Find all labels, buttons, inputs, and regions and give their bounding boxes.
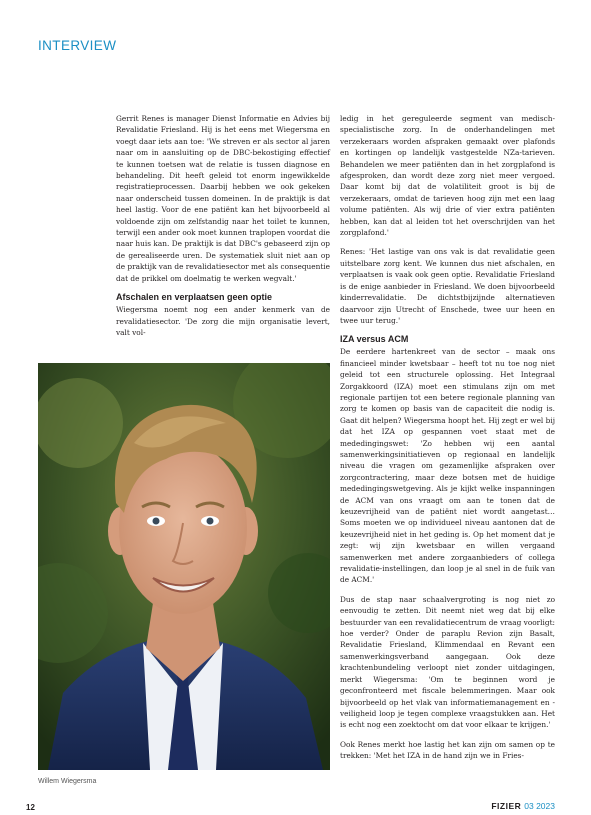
subheading: IZA versus ACM <box>340 334 409 345</box>
page-number: 12 <box>26 803 35 812</box>
article-paragraph: Gerrit Renes is manager Dienst Informatie en Advies bij Revalidatie Friesland. Hij is het eens met Wiegersma en voegt daar iets aan toe: 'We streven er als sector al jaren naar om in aansluiting op de DBC-bekostiging effectief te kunnen toetsen wat de relatie is tussen diagnose en behandeling. Dit heeft geleid tot enorm ingewikkelde registratieprocessen. Daarbij hebben we ook gekeken naar onderscheid tussen domeinen. In de praktijk is dat heel lastig. Voor de ene patiënt kan het bijvoorbeeld al voldoende zijn om zelfstandig naar het toilet te kunnen, terwijl een ander ook moet kunnen traplopen voordat die naar huis kan. De praktijk is dat DBC's gebaseerd zijn op de gerealiseerde uren. De systematiek sluit niet aan op de praktijk van de revalidatiesector met als consequentie dat de prikkel om doelmatig te werken wegvalt.' <box>116 114 330 283</box>
article-paragraph: Ook Renes merkt hoe lastig het kan zijn om samen op te trekken: 'Met het IZA in de hand zijn we in Fries- <box>340 739 555 761</box>
issue-number: 03 2023 <box>524 801 555 811</box>
article-paragraph: Dus de stap naar schaalvergroting is nog niet zo eenvoudig te zetten. Dit neemt niet weg dat bij elke bestuurder van een revalidatiecentrum de vraag voorligt: hoe verder? Onder de paraplu Revion zijn Basalt, Revalidatie Friesland, Klimmendaal en Revant een samenwerkingsverband aangegaan. Ook deze krachtenbundeling verloopt niet zonder uitdagingen, merkt Wiegersma: 'Om te beginnen word je geconfronteerd met fiscale belemmeringen. Maar ook bijvoorbeeld op het vlak van informatiemanagement en -veiligheid loop je tegen complexe vraagstukken aan. Het is echt nog een zoektocht om dat voor elkaar te krijgen.' <box>340 594 555 730</box>
right-column <box>340 113 555 770</box>
magazine-name: FIZIER <box>491 801 522 811</box>
photo-caption: Willem Wiegersma <box>38 778 97 785</box>
article-paragraph: Wiegersma noemt nog een ander kenmerk van de revalidatiesector. 'De zorg die mijn organisatie levert, valt vol- <box>116 305 330 337</box>
magazine-footer <box>491 801 555 811</box>
article-paragraph: ledig in het gereguleerde segment van medisch-specialistische zorg. In de onderhandelingen met verzekeraars worden afspraken gemaakt over plafonds en kortingen op landelijk vastgestelde NZa-tarieven. Behandelen we meer patiënten dan in het zorgplafond is afgesproken, dan wordt deze zorg niet meer vergoed. Daar komt bij dat de volatiliteit groot is bij de verzekeraars, omdat de tarieven hoog zijn met een laag volume patiënten. Als wij drie of vier extra patiënten hebben, kan dat al leiden tot het overschrijden van het zorgplafond.' <box>340 114 555 238</box>
subheading: Afschalen en verplaatsen geen optie <box>116 292 273 303</box>
article-paragraph: De eerdere hartenkreet van de sector – maak ons financieel minder kwetsbaar – heeft tot nu toe nog niet geleid tot een structurele oplossing. Het Integraal Zorgakkoord (IZA) moet een stimulans zijn om met regionale partijen tot een betere regionale planning van zorg te komen op basis van de capaciteit die nodig is. Gaat dit helpen? Wiegersma hoopt het. Hij zegt er wel bij dat het IZA op gespannen voet staat met de mededingingswet: 'Zo hebben wij een aantal samenwerkingsinitiatieven op regionaal en landelijk niveau die vragen om gezamenlijke afspraken over zorgcontractering, maar deze botsen met de huidige mededingingswetgeving. Als je kijkt welke inspanningen de ACM van ons vraagt om aan te tonen dat de keuzevrijheid van de patiënt niet wordt aangetast… Soms moeten we op individueel niveau aantonen dat de keuzevrijheid niet in het geding is. Op het moment dat je zegt: wij zijn kwetsbaar en willen vergaand samenwerken met andere zorgaanbieders of collega revalidatie-instellingen, dan loop je al snel in de fuik van de ACM.' <box>340 347 555 585</box>
section-label: INTERVIEW <box>38 38 117 53</box>
article-paragraph: Renes: 'Het lastige van ons vak is dat revalidatie geen uitstelbare zorg kent. We kunnen dus niet afschalen, en verplaatsen is vaak ook geen optie. Revalidatie Friesland is de enige aanbieder in Friesland. We doen bijvoorbeeld kinderrevalidatie. De dichtstbijzijnde alternatieven daarvoor zijn Utrecht of Enschede, twee uur heen en twee uur terug.' <box>340 247 555 325</box>
left-column <box>116 113 330 346</box>
portrait-photo <box>38 363 330 770</box>
